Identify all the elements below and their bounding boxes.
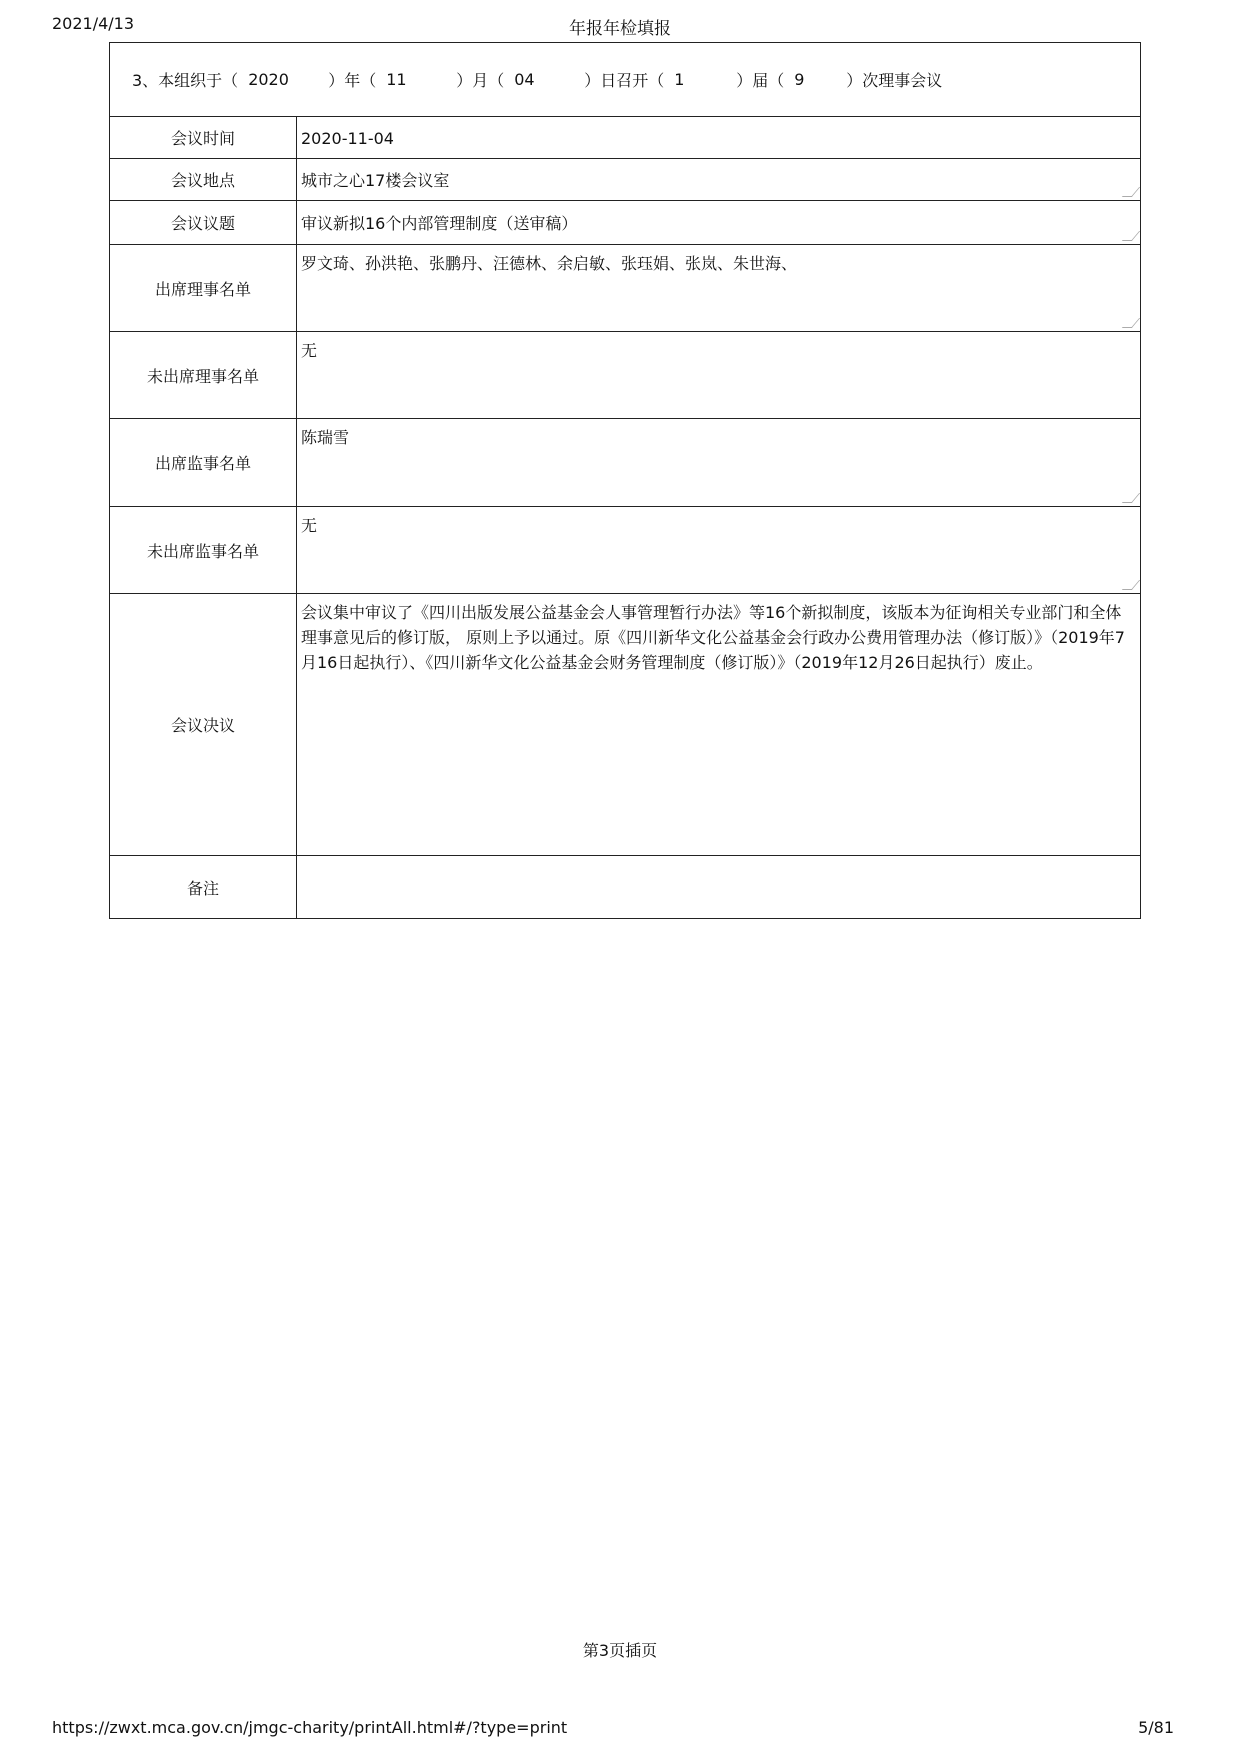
page-insert-note: 第3页插页 <box>582 1641 658 1660</box>
label-remarks: 备注 <box>110 856 297 919</box>
resize-grip-icon[interactable] <box>1122 318 1140 328</box>
meeting-record-form <box>109 42 1141 919</box>
resize-grip-icon[interactable] <box>1122 187 1140 197</box>
meeting-year: 2020 <box>248 70 289 89</box>
meeting-detail-table <box>109 116 1141 919</box>
meeting-day: 04 <box>514 70 535 89</box>
attending-directors-field[interactable] <box>297 245 1141 332</box>
meeting-resolution-field[interactable]: 会议集中审议了《四川出版发展公益基金会人事管理暂行办法》等16个新拟制度，该版本为征询相关专业部门和全体理事意见后的修订版， 原则上予以通过。原《四川新华文化公益基金会行政办公费用管理办法（修订版）》（2019年7月16日起执行）、《四川新华文化公益基金会财务管理制度（修订版）》（2019年12月26日起执行）废止。 <box>297 594 1141 856</box>
meeting-time-field[interactable]: 2020-11-04 <box>297 117 1141 159</box>
attending-supervisors-field[interactable] <box>297 419 1141 507</box>
attending-directors-text: 罗文琦、孙洪艳、张鹏丹、汪德林、余启敏、张珏娟、张岚、朱世海、 <box>301 254 798 273</box>
attending-supervisors-text: 陈瑞雪 <box>301 428 350 447</box>
print-page-title: 年报年检填报 <box>569 19 671 39</box>
footer-url: https://zwxt.mca.gov.cn/jmgc-charity/printAll.html#/?type=print <box>52 1718 568 1737</box>
meeting-location-text: 城市之心17楼会议室 <box>301 170 450 190</box>
label-attending-directors: 出席理事名单 <box>110 245 297 332</box>
meeting-term: 9 <box>794 70 805 89</box>
meeting-term-unit: ）次理事会议 <box>846 71 943 90</box>
meeting-header <box>109 42 1141 116</box>
meeting-month: 11 <box>386 70 407 89</box>
resize-grip-icon[interactable] <box>1122 493 1140 503</box>
remarks-field[interactable] <box>297 856 1141 919</box>
row-attending-directors <box>110 245 1141 332</box>
label-meeting-time: 会议时间 <box>110 117 297 159</box>
meeting-day-unit: ）日召开（ <box>584 71 665 90</box>
label-absent-supervisors: 未出席监事名单 <box>110 507 297 594</box>
label-absent-directors: 未出席理事名单 <box>110 332 297 419</box>
absent-supervisors-field[interactable] <box>297 507 1141 594</box>
meeting-month-unit: ）月（ <box>456 71 505 90</box>
resize-grip-icon[interactable] <box>1122 580 1140 590</box>
label-meeting-location: 会议地点 <box>110 159 297 201</box>
meeting-session: 1 <box>674 70 685 89</box>
meeting-header-prefix: 3、本组织于（ <box>132 71 239 90</box>
row-meeting-time <box>110 117 1141 159</box>
label-attending-supervisors: 出席监事名单 <box>110 419 297 507</box>
absent-directors-field[interactable]: 无 <box>297 332 1141 419</box>
meeting-year-unit: ）年（ <box>328 71 377 90</box>
row-remarks <box>110 856 1141 919</box>
meeting-topic-text: 审议新拟16个内部管理制度（送审稿） <box>301 213 578 233</box>
meeting-topic-field[interactable] <box>297 201 1141 245</box>
absent-supervisors-text: 无 <box>301 516 318 535</box>
row-absent-directors <box>110 332 1141 419</box>
footer-page-number: 5/81 <box>1138 1718 1174 1737</box>
meeting-session-unit: ）届（ <box>736 71 785 90</box>
print-date: 2021/4/13 <box>52 14 135 33</box>
label-meeting-resolution: 会议决议 <box>110 594 297 856</box>
row-meeting-topic <box>110 201 1141 245</box>
row-attending-supervisors <box>110 419 1141 507</box>
row-meeting-resolution <box>110 594 1141 856</box>
row-meeting-location <box>110 159 1141 201</box>
row-absent-supervisors <box>110 507 1141 594</box>
resize-grip-icon[interactable] <box>1122 231 1140 241</box>
label-meeting-topic: 会议议题 <box>110 201 297 245</box>
meeting-location-field[interactable] <box>297 159 1141 201</box>
